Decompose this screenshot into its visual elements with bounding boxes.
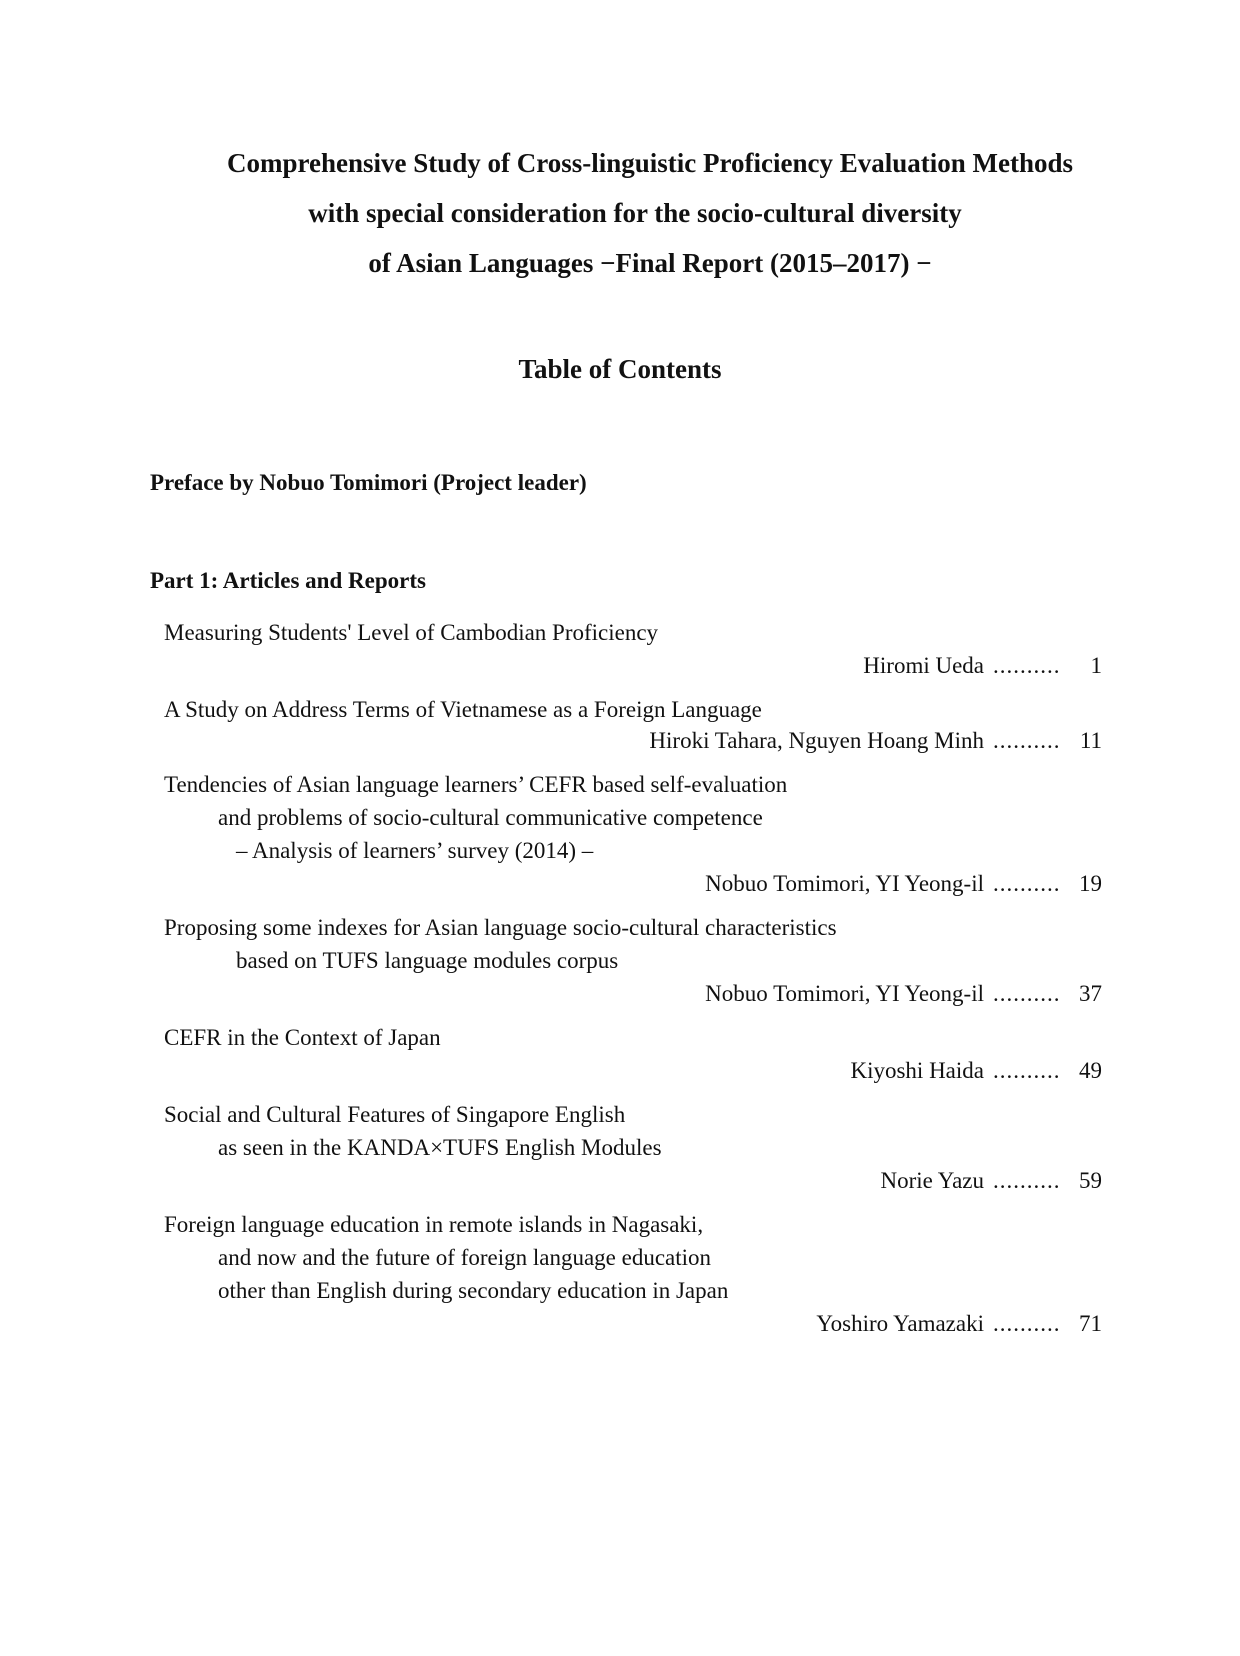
entry-title-line: based on TUFS language modules corpus xyxy=(236,948,619,973)
entry-author: Kiyoshi Haida xyxy=(850,1058,984,1083)
toc-entry xyxy=(0,1098,1240,1197)
leader-dots: .......... xyxy=(993,653,1061,678)
entry-page-number: 59 xyxy=(1079,1168,1102,1193)
toc-entries xyxy=(0,616,1240,1351)
entry-author: Nobuo Tomimori, YI Yeong-il xyxy=(705,981,984,1006)
toc-entry xyxy=(0,616,1240,682)
entry-author-line xyxy=(0,649,1240,682)
entry-title-line: other than English during secondary education in Japan xyxy=(218,1278,729,1303)
report-title xyxy=(0,138,1240,288)
title-line-3: of Asian Languages −Final Report (2015–2017) − xyxy=(368,248,932,278)
entry-page-number: 71 xyxy=(1079,1311,1102,1336)
toc-entry xyxy=(0,1021,1240,1087)
entry-author: Hiromi Ueda xyxy=(863,653,984,678)
entry-title-line: and now and the future of foreign language education xyxy=(218,1245,712,1270)
entry-author-line xyxy=(0,1164,1240,1197)
entry-author-line xyxy=(0,1054,1240,1087)
entry-page-number: 19 xyxy=(1079,871,1102,896)
entry-title-line: Social and Cultural Features of Singapore English xyxy=(164,1102,626,1127)
toc-entry xyxy=(0,1208,1240,1340)
title-line-2: with special consideration for the socio-cultural diversity xyxy=(308,198,962,228)
entry-author-line xyxy=(0,977,1240,1010)
leader-dots: .......... xyxy=(993,1058,1061,1083)
toc-heading xyxy=(0,354,1240,385)
entry-page-number: 1 xyxy=(1090,653,1102,678)
leader-dots: .......... xyxy=(993,871,1061,896)
entry-author-line xyxy=(0,1307,1240,1340)
entry-page-number: 49 xyxy=(1079,1058,1102,1083)
entry-title-line: CEFR in the Context of Japan xyxy=(164,1025,441,1050)
leader-dots: .......... xyxy=(993,1311,1061,1336)
leader-dots: .......... xyxy=(993,728,1061,753)
entry-author: Yoshiro Yamazaki xyxy=(816,1311,984,1336)
entry-title-line: Tendencies of Asian language learners’ CEFR based self-evaluation xyxy=(164,772,788,797)
entry-page-number: 11 xyxy=(1079,728,1102,753)
part-1-heading: Part 1: Articles and Reports xyxy=(150,568,426,593)
entry-title-line: Proposing some indexes for Asian language socio-cultural characteristics xyxy=(164,915,837,940)
toc-heading-text: Table of Contents xyxy=(518,354,722,384)
entry-author-line xyxy=(0,724,1240,757)
entry-author-line xyxy=(0,867,1240,900)
entry-page-number: 37 xyxy=(1079,981,1102,1006)
entry-author: Norie Yazu xyxy=(880,1168,984,1193)
entry-title-line: A Study on Address Terms of Vietnamese as a Foreign Language xyxy=(164,697,762,722)
entry-title-line: – Analysis of learners’ survey (2014) – xyxy=(236,838,594,863)
entry-title-line: and problems of socio-cultural communicative competence xyxy=(218,805,763,830)
toc-entry xyxy=(0,768,1240,900)
leader-dots: .......... xyxy=(993,1168,1061,1193)
entry-title-line: as seen in the KANDA×TUFS English Modules xyxy=(218,1135,662,1160)
title-line-1: Comprehensive Study of Cross-linguistic Proficiency Evaluation Methods xyxy=(226,148,1074,178)
entry-author: Hiroki Tahara, Nguyen Hoang Minh xyxy=(649,728,984,753)
entry-title-line: Measuring Students' Level of Cambodian Proficiency xyxy=(164,620,659,645)
toc-entry xyxy=(0,693,1240,757)
leader-dots: .......... xyxy=(993,981,1061,1006)
entry-title-line: Foreign language education in remote islands in Nagasaki, xyxy=(164,1212,704,1237)
toc-entry xyxy=(0,911,1240,1010)
entry-author: Nobuo Tomimori, YI Yeong-il xyxy=(705,871,984,896)
preface-heading: Preface by Nobuo Tomimori (Project leader) xyxy=(150,470,587,495)
